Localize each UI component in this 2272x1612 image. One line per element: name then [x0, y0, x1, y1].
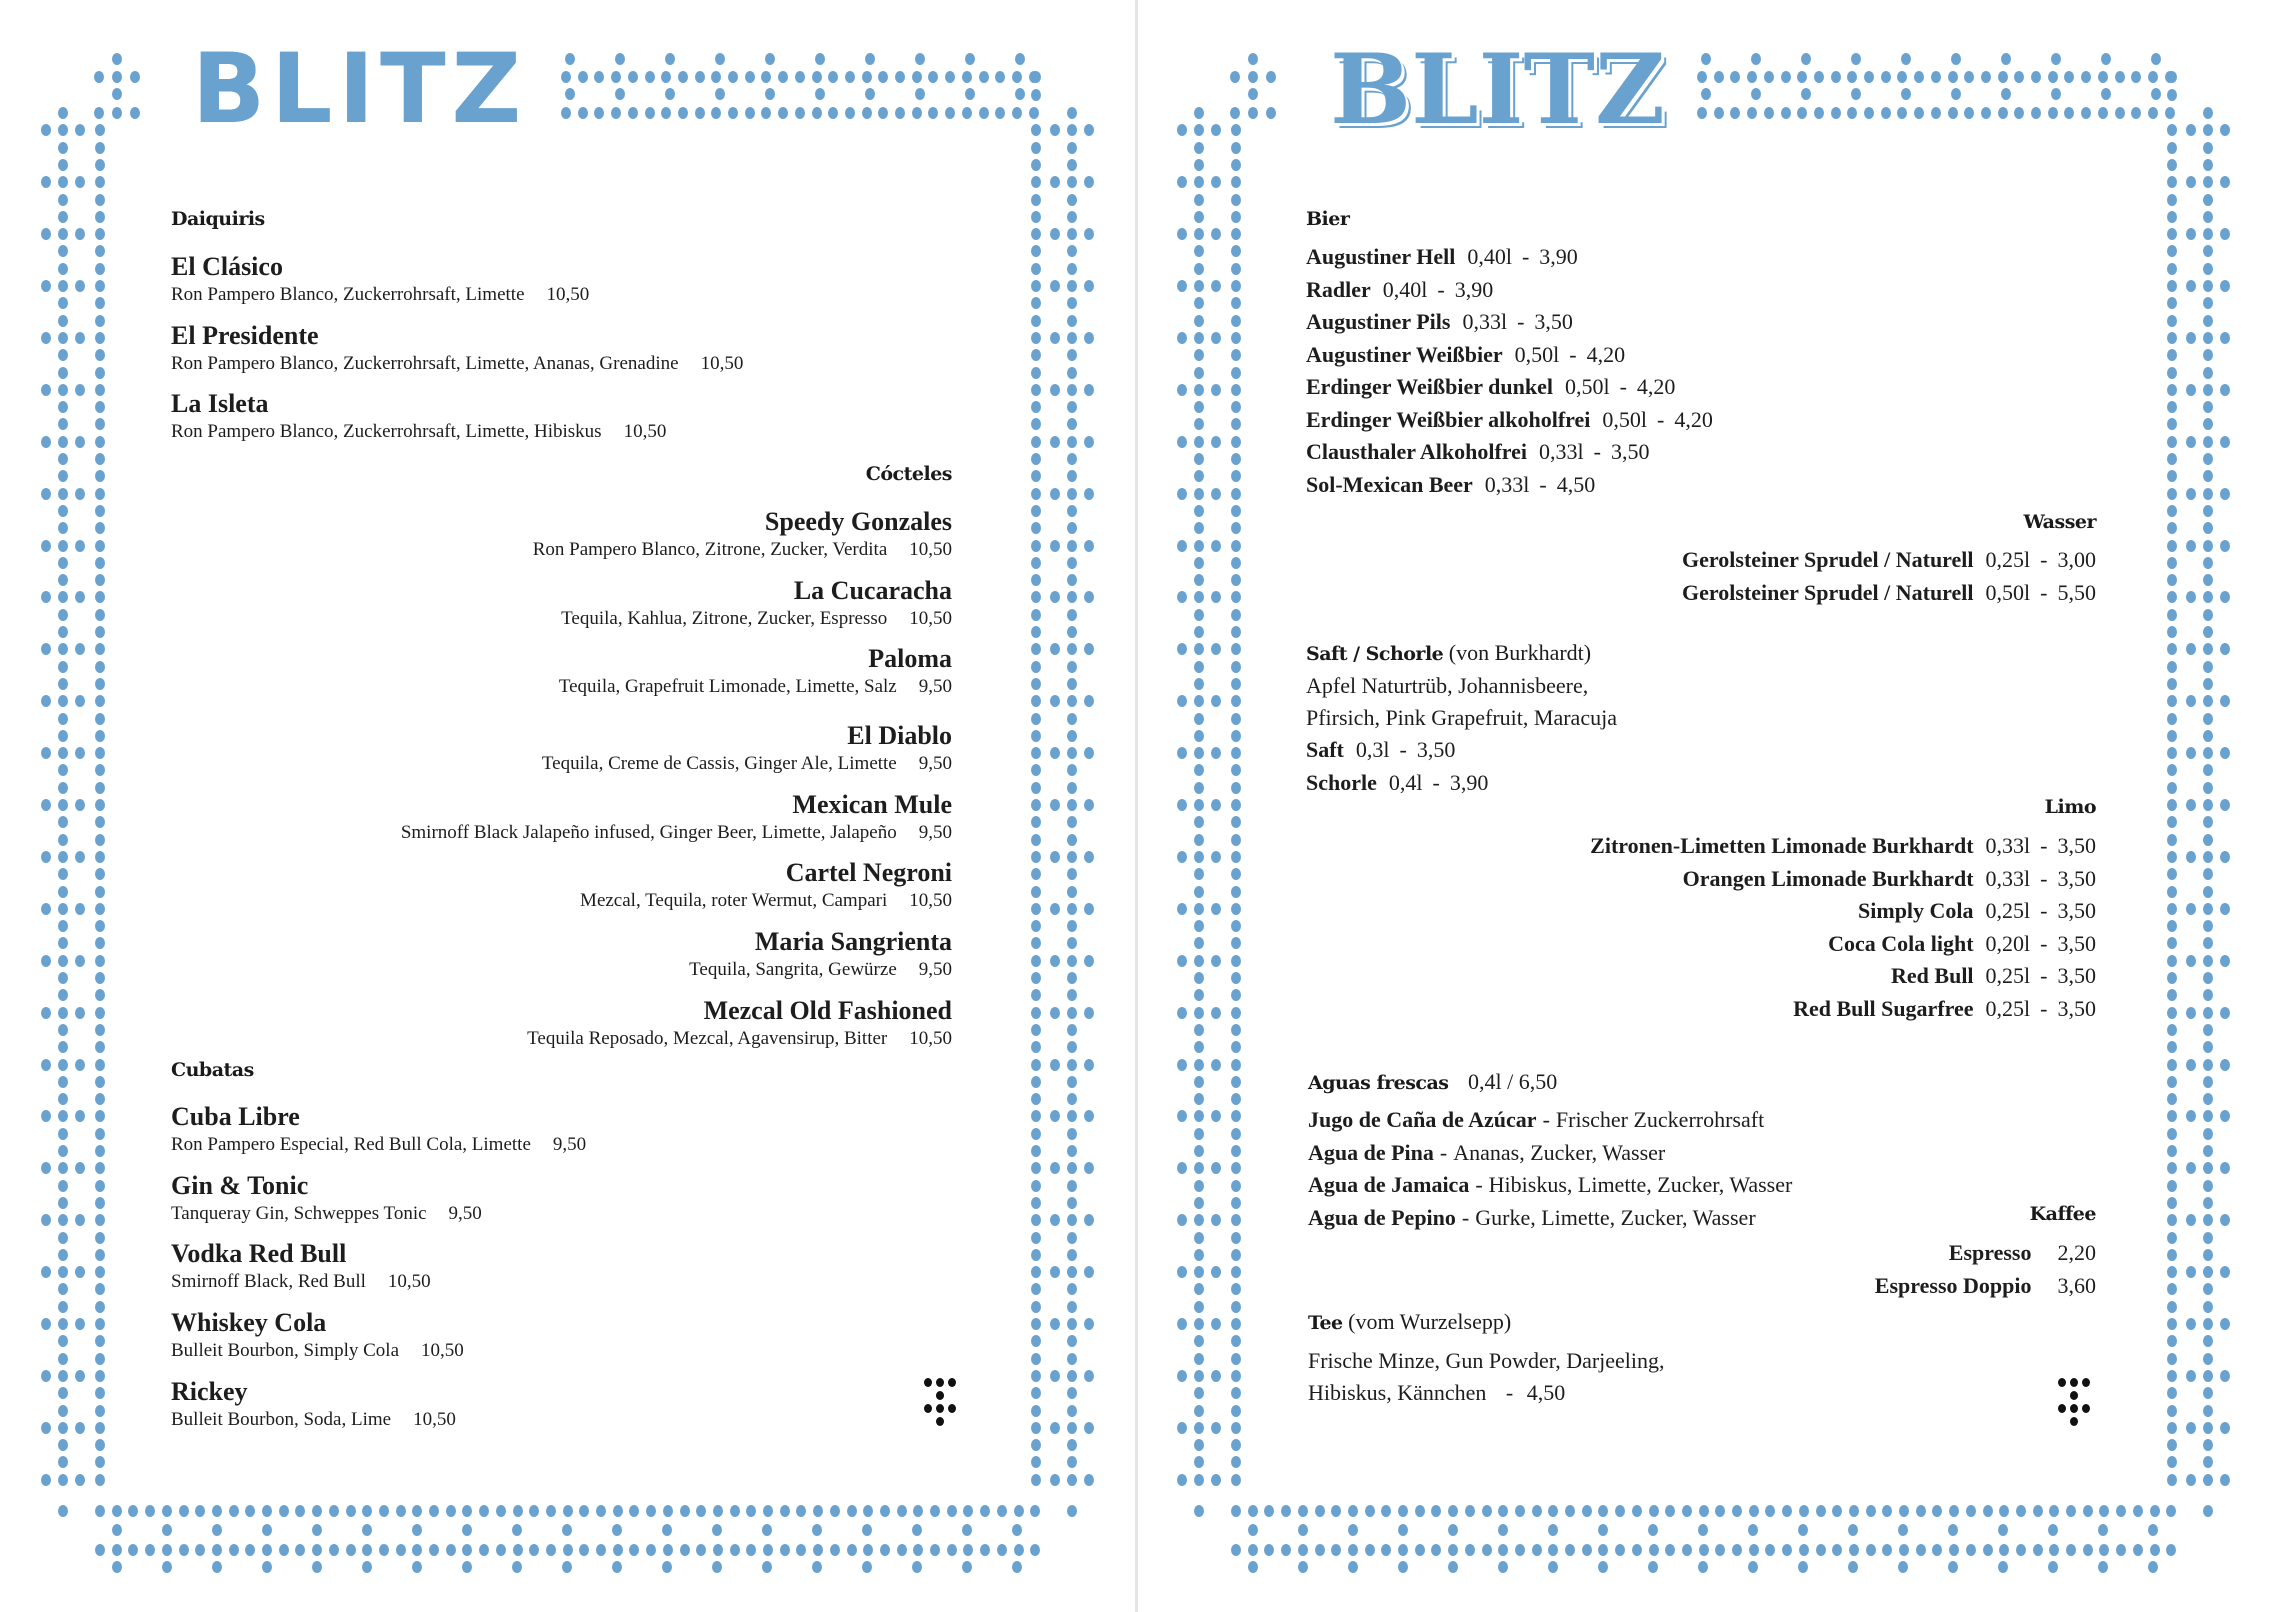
- agua-name: Agua de Jamaica: [1308, 1172, 1470, 1197]
- drink-price: 4,20: [1636, 374, 1676, 399]
- item-price: 10,50: [387, 1271, 431, 1292]
- item-name: Gin & Tonic: [171, 1171, 309, 1200]
- drink-price: 2,20: [2057, 1240, 2096, 1265]
- saft-flavors-line: Pfirsich, Pink Grapefruit, Maracuja: [1306, 705, 1617, 730]
- item-name: Maria Sangrienta: [754, 927, 952, 956]
- logo-text: BLITZ: [192, 33, 528, 145]
- tee-separator: -: [1505, 1380, 1514, 1405]
- drink-row: [1306, 472, 1595, 498]
- item-name: Rickey: [171, 1377, 248, 1406]
- logo-text: BLITZ: [1330, 32, 1666, 146]
- section-title-wasser: Wasser: [2023, 511, 2096, 533]
- drink-volume: 0,40l: [1467, 244, 1512, 269]
- separator: -: [1593, 439, 1601, 464]
- drink-volume: 0,25l: [1985, 898, 2031, 923]
- drink-name: Coca Cola light: [1828, 930, 1974, 956]
- drink-volume: 0,50l: [1564, 374, 1610, 399]
- drink-price: 3,50: [2057, 930, 2096, 956]
- drink-volume: 0,33l: [1539, 439, 1584, 464]
- tee-varieties-line: [1308, 1380, 1565, 1406]
- tee-subtitle: (vom Wurzelsepp): [1348, 1309, 1512, 1334]
- item-description: [533, 539, 952, 561]
- section-title-saft: [1306, 640, 1591, 666]
- drink-name: Erdinger Weißbier alkoholfrei: [1306, 406, 1591, 432]
- drink-name: Espresso Doppio: [1874, 1272, 2032, 1298]
- tee-varieties-line: Frische Minze, Gun Powder, Darjeeling,: [1308, 1348, 1665, 1373]
- drink-name: Augustiner Hell: [1306, 244, 1456, 269]
- saft-flavors-line: Apfel Naturtrüb, Johannisbeere,: [1306, 673, 1589, 698]
- item-ingredients: Tequila, Creme de Cassis, Ginger Ale, Limette: [541, 753, 897, 774]
- item-ingredients: Tequila, Kahlua, Zitrone, Zucker, Espresso: [561, 608, 888, 629]
- drink-price: 4,20: [1674, 406, 1713, 432]
- item-name: Cuba Libre: [171, 1102, 300, 1131]
- drink-volume: 0,33l: [1462, 309, 1508, 334]
- aguas-price: 0,4l / 6,50: [1468, 1069, 1558, 1094]
- item-price: 10,50: [700, 353, 744, 374]
- drink-price: 5,50: [2057, 579, 2096, 605]
- item-ingredients: Tanqueray Gin, Schweppes Tonic: [171, 1203, 427, 1224]
- separator: -: [2040, 930, 2048, 956]
- drink-row: [1306, 342, 1625, 368]
- saft-subtitle: (von Burkhardt): [1448, 640, 1592, 665]
- agua-name: Agua de Pina: [1308, 1139, 1434, 1165]
- drink-volume: 0,3l: [1355, 737, 1390, 762]
- drink-price: 3,90: [1454, 276, 1494, 302]
- drink-row: [1306, 277, 1493, 303]
- drink-price: 3,90: [1449, 769, 1489, 795]
- section-title-bier: Bier: [1306, 208, 1350, 230]
- separator: -: [1439, 1139, 1448, 1165]
- separator: -: [1399, 737, 1407, 762]
- separator: -: [2040, 547, 2048, 572]
- tee-title: Tee: [1308, 1312, 1343, 1334]
- item-price: 10,50: [413, 1409, 456, 1430]
- drink-name: Zitronen-Limetten Limonade Burkhardt: [1590, 833, 1974, 858]
- drink-price: 3,60: [2057, 1272, 2096, 1298]
- section-title-tee: [1308, 1309, 1511, 1335]
- drink-price: 3,50: [1611, 439, 1650, 464]
- drink-volume: 0,4l: [1388, 769, 1423, 795]
- drink-name: Espresso: [1948, 1240, 2032, 1265]
- item-price: 10,50: [421, 1340, 464, 1361]
- menu-page-right: [1136, 0, 2272, 1612]
- item-description: [171, 421, 666, 443]
- item-ingredients: Ron Pampero Blanco, Zitrone, Zucker, Verdita: [532, 539, 888, 560]
- drink-price: 3,50: [1534, 309, 1573, 334]
- item-description: [542, 753, 952, 775]
- agua-description: Gurke, Limette, Zucker, Wasser: [1475, 1204, 1756, 1230]
- dot-ornament-icon: [924, 1378, 964, 1434]
- item-name: La Isleta: [171, 389, 269, 418]
- item-price: 10,50: [546, 284, 590, 305]
- drink-name: Augustiner Weißbier: [1306, 341, 1503, 367]
- item-ingredients: Smirnoff Black, Red Bull: [171, 1271, 366, 1292]
- item-ingredients: Tequila Reposado, Mezcal, Agavensirup, Bitter: [527, 1028, 888, 1049]
- separator: -: [1432, 769, 1440, 795]
- separator: -: [2040, 579, 2048, 605]
- separator: -: [1619, 374, 1627, 399]
- item-price: 10,50: [909, 890, 952, 911]
- drink-name: Augustiner Pils: [1306, 309, 1451, 334]
- item-description: [401, 822, 952, 844]
- drink-price: 3,50: [2057, 833, 2096, 858]
- agua-row: [1308, 1205, 1756, 1231]
- drink-price: 3,50: [2057, 963, 2096, 988]
- drink-price: 4,20: [1586, 341, 1626, 367]
- separator: -: [2040, 865, 2048, 891]
- item-ingredients: Mezcal, Tequila, roter Wermut, Campari: [580, 890, 888, 911]
- aguas-title: Aguas frescas: [1308, 1072, 1449, 1094]
- drink-price: 3,50: [2057, 898, 2096, 923]
- item-ingredients: Tequila, Sangrita, Gewürze: [689, 959, 897, 980]
- drink-name: Gerolsteiner Sprudel / Naturell: [1682, 579, 1974, 605]
- item-description: [171, 284, 589, 306]
- drink-row: [1682, 580, 2096, 606]
- item-ingredients: Smirnoff Black Jalapeño infused, Ginger Beer, Limette, Jalapeño: [400, 822, 897, 843]
- item-name: Mezcal Old Fashioned: [703, 996, 952, 1025]
- item-ingredients: Ron Pampero Blanco, Zuckerrohrsaft, Limette, Ananas, Grenadine: [171, 353, 679, 374]
- agua-description: Ananas, Zucker, Wasser: [1453, 1139, 1666, 1165]
- separator: -: [1517, 309, 1525, 334]
- agua-description: Hibiskus, Limette, Zucker, Wasser: [1488, 1172, 1793, 1197]
- drink-volume: 0,33l: [1484, 471, 1530, 497]
- item-price: 10,50: [623, 421, 667, 442]
- item-ingredients: Bulleit Bourbon, Soda, Lime: [171, 1409, 392, 1430]
- drink-row: [1306, 244, 1578, 270]
- agua-row: [1308, 1172, 1792, 1198]
- item-name: La Cucaracha: [793, 576, 952, 605]
- drink-row: [1683, 866, 2096, 892]
- item-ingredients: Tequila, Grapefruit Limonade, Limette, Salz: [558, 676, 897, 697]
- agua-name: Agua de Pepino: [1308, 1204, 1456, 1230]
- item-description: [171, 1340, 464, 1362]
- drink-volume: 0,25l: [1985, 995, 2031, 1021]
- separator: -: [2040, 995, 2048, 1021]
- drink-row: [1891, 963, 2096, 989]
- tee-line-text: Hibiskus, Kännchen: [1308, 1380, 1487, 1405]
- item-description: [171, 353, 743, 375]
- drink-volume: 0,50l: [1514, 341, 1560, 367]
- item-description: [171, 1271, 431, 1293]
- item-name: El Presidente: [171, 321, 319, 350]
- blitz-logo-slab: [1330, 32, 1666, 146]
- item-name: Vodka Red Bull: [171, 1239, 347, 1268]
- drink-volume: 0,33l: [1985, 865, 2031, 891]
- tee-price: 4,50: [1526, 1380, 1566, 1405]
- item-price: 9,50: [448, 1203, 482, 1224]
- drink-row: [1949, 1240, 2096, 1266]
- drink-row: [1590, 833, 2096, 859]
- agua-description: Frischer Zuckerrohrsaft: [1555, 1107, 1765, 1132]
- drink-volume: 0,40l: [1382, 276, 1428, 302]
- item-price: 9,50: [918, 676, 952, 697]
- drink-name: Clausthaler Alkoholfrei: [1306, 439, 1528, 464]
- section-title-limo: Limo: [2044, 796, 2096, 818]
- item-price: 9,50: [918, 822, 952, 843]
- drink-price: 3,90: [1539, 244, 1578, 269]
- separator: -: [2040, 898, 2048, 923]
- item-name: Cartel Negroni: [785, 858, 952, 887]
- item-description: [527, 1028, 952, 1050]
- drink-row: [1682, 547, 2096, 573]
- drink-row: [1875, 1273, 2096, 1299]
- separator: -: [2040, 963, 2048, 988]
- drink-volume: 0,33l: [1985, 833, 2031, 858]
- drink-price: 3,50: [2057, 995, 2096, 1021]
- separator: -: [1521, 244, 1530, 269]
- separator: -: [1437, 276, 1445, 302]
- item-ingredients: Bulleit Bourbon, Simply Cola: [171, 1340, 400, 1361]
- section-title-kaffee: Kaffee: [2029, 1203, 2096, 1225]
- drink-price: 3,00: [2057, 547, 2096, 572]
- item-price: 9,50: [918, 753, 952, 774]
- agua-name: Jugo de Caña de Azúcar: [1308, 1107, 1537, 1132]
- section-title-aguas: [1308, 1069, 1557, 1095]
- agua-row: [1308, 1107, 1764, 1133]
- section-title-cocteles: Cócteles: [865, 463, 952, 485]
- item-ingredients: Ron Pampero Blanco, Zuckerrohrsaft, Limette: [171, 284, 525, 305]
- separator: -: [1461, 1204, 1470, 1230]
- drink-row: [1828, 931, 2096, 957]
- item-price: 10,50: [909, 608, 952, 629]
- item-description: [580, 890, 952, 912]
- drink-name: Sol-Mexican Beer: [1306, 471, 1473, 497]
- drink-row: [1306, 737, 1455, 763]
- drink-name: Orangen Limonade Burkhardt: [1682, 865, 1974, 891]
- section-title-cubatas: Cubatas: [171, 1059, 254, 1081]
- item-name: Paloma: [868, 644, 952, 673]
- drink-volume: 0,50l: [1985, 579, 2031, 605]
- item-name: Mexican Mule: [792, 790, 952, 819]
- drink-row: [1306, 407, 1713, 433]
- saft-title: Saft / Schorle: [1306, 643, 1444, 665]
- dot-ornament-icon: [2058, 1378, 2098, 1434]
- drink-name: Gerolsteiner Sprudel / Naturell: [1682, 547, 1974, 572]
- item-ingredients: Ron Pampero Especial, Red Bull Cola, Limette: [171, 1134, 531, 1155]
- drink-price: 3,50: [2057, 865, 2096, 891]
- separator: -: [1657, 406, 1665, 432]
- drink-price: 3,50: [1416, 737, 1456, 762]
- item-price: 9,50: [552, 1134, 587, 1155]
- drink-row: [1306, 309, 1573, 335]
- drink-row: [1858, 898, 2096, 924]
- item-ingredients: Ron Pampero Blanco, Zuckerrohrsaft, Limette, Hibiskus: [171, 421, 602, 442]
- drink-volume: 0,25l: [1985, 547, 2031, 572]
- item-description: [171, 1203, 482, 1225]
- drink-name: Red Bull: [1891, 963, 1974, 988]
- drink-name: Saft: [1306, 737, 1344, 762]
- item-name: Whiskey Cola: [171, 1308, 327, 1337]
- item-name: El Diablo: [847, 721, 952, 750]
- separator: -: [1569, 341, 1577, 367]
- drink-volume: 0,25l: [1985, 963, 2031, 988]
- drink-row: [1793, 996, 2096, 1022]
- item-name: Speedy Gonzales: [764, 507, 952, 536]
- item-description: [559, 676, 952, 698]
- separator: -: [1542, 1107, 1550, 1132]
- item-price: 9,50: [918, 959, 952, 980]
- separator: -: [1475, 1172, 1483, 1197]
- drink-name: Schorle: [1306, 769, 1377, 795]
- dotted-border-frame: [1136, 0, 2272, 1612]
- section-title-daiquiris: Daiquiris: [171, 208, 265, 230]
- drink-row: [1306, 439, 1650, 465]
- item-price: 10,50: [909, 539, 952, 560]
- item-description: [171, 1134, 586, 1156]
- item-name: El Clásico: [171, 252, 283, 281]
- drink-name: Radler: [1306, 276, 1371, 302]
- item-price: 10,50: [909, 1028, 952, 1049]
- drink-row: [1306, 374, 1675, 400]
- item-description: [689, 959, 952, 981]
- blitz-logo-rounded: [192, 33, 528, 145]
- drink-name: Simply Cola: [1858, 898, 1974, 923]
- drink-volume: 0,20l: [1985, 930, 2031, 956]
- drink-volume: 0,50l: [1602, 406, 1648, 432]
- drink-price: 4,50: [1556, 471, 1596, 497]
- drink-name: Red Bull Sugarfree: [1793, 995, 1974, 1021]
- drink-name: Erdinger Weißbier dunkel: [1306, 374, 1553, 399]
- agua-row: [1308, 1140, 1665, 1166]
- item-description: [561, 608, 952, 630]
- item-description: [171, 1409, 456, 1431]
- separator: -: [2040, 833, 2048, 858]
- drink-row: [1306, 770, 1488, 796]
- separator: -: [1539, 471, 1547, 497]
